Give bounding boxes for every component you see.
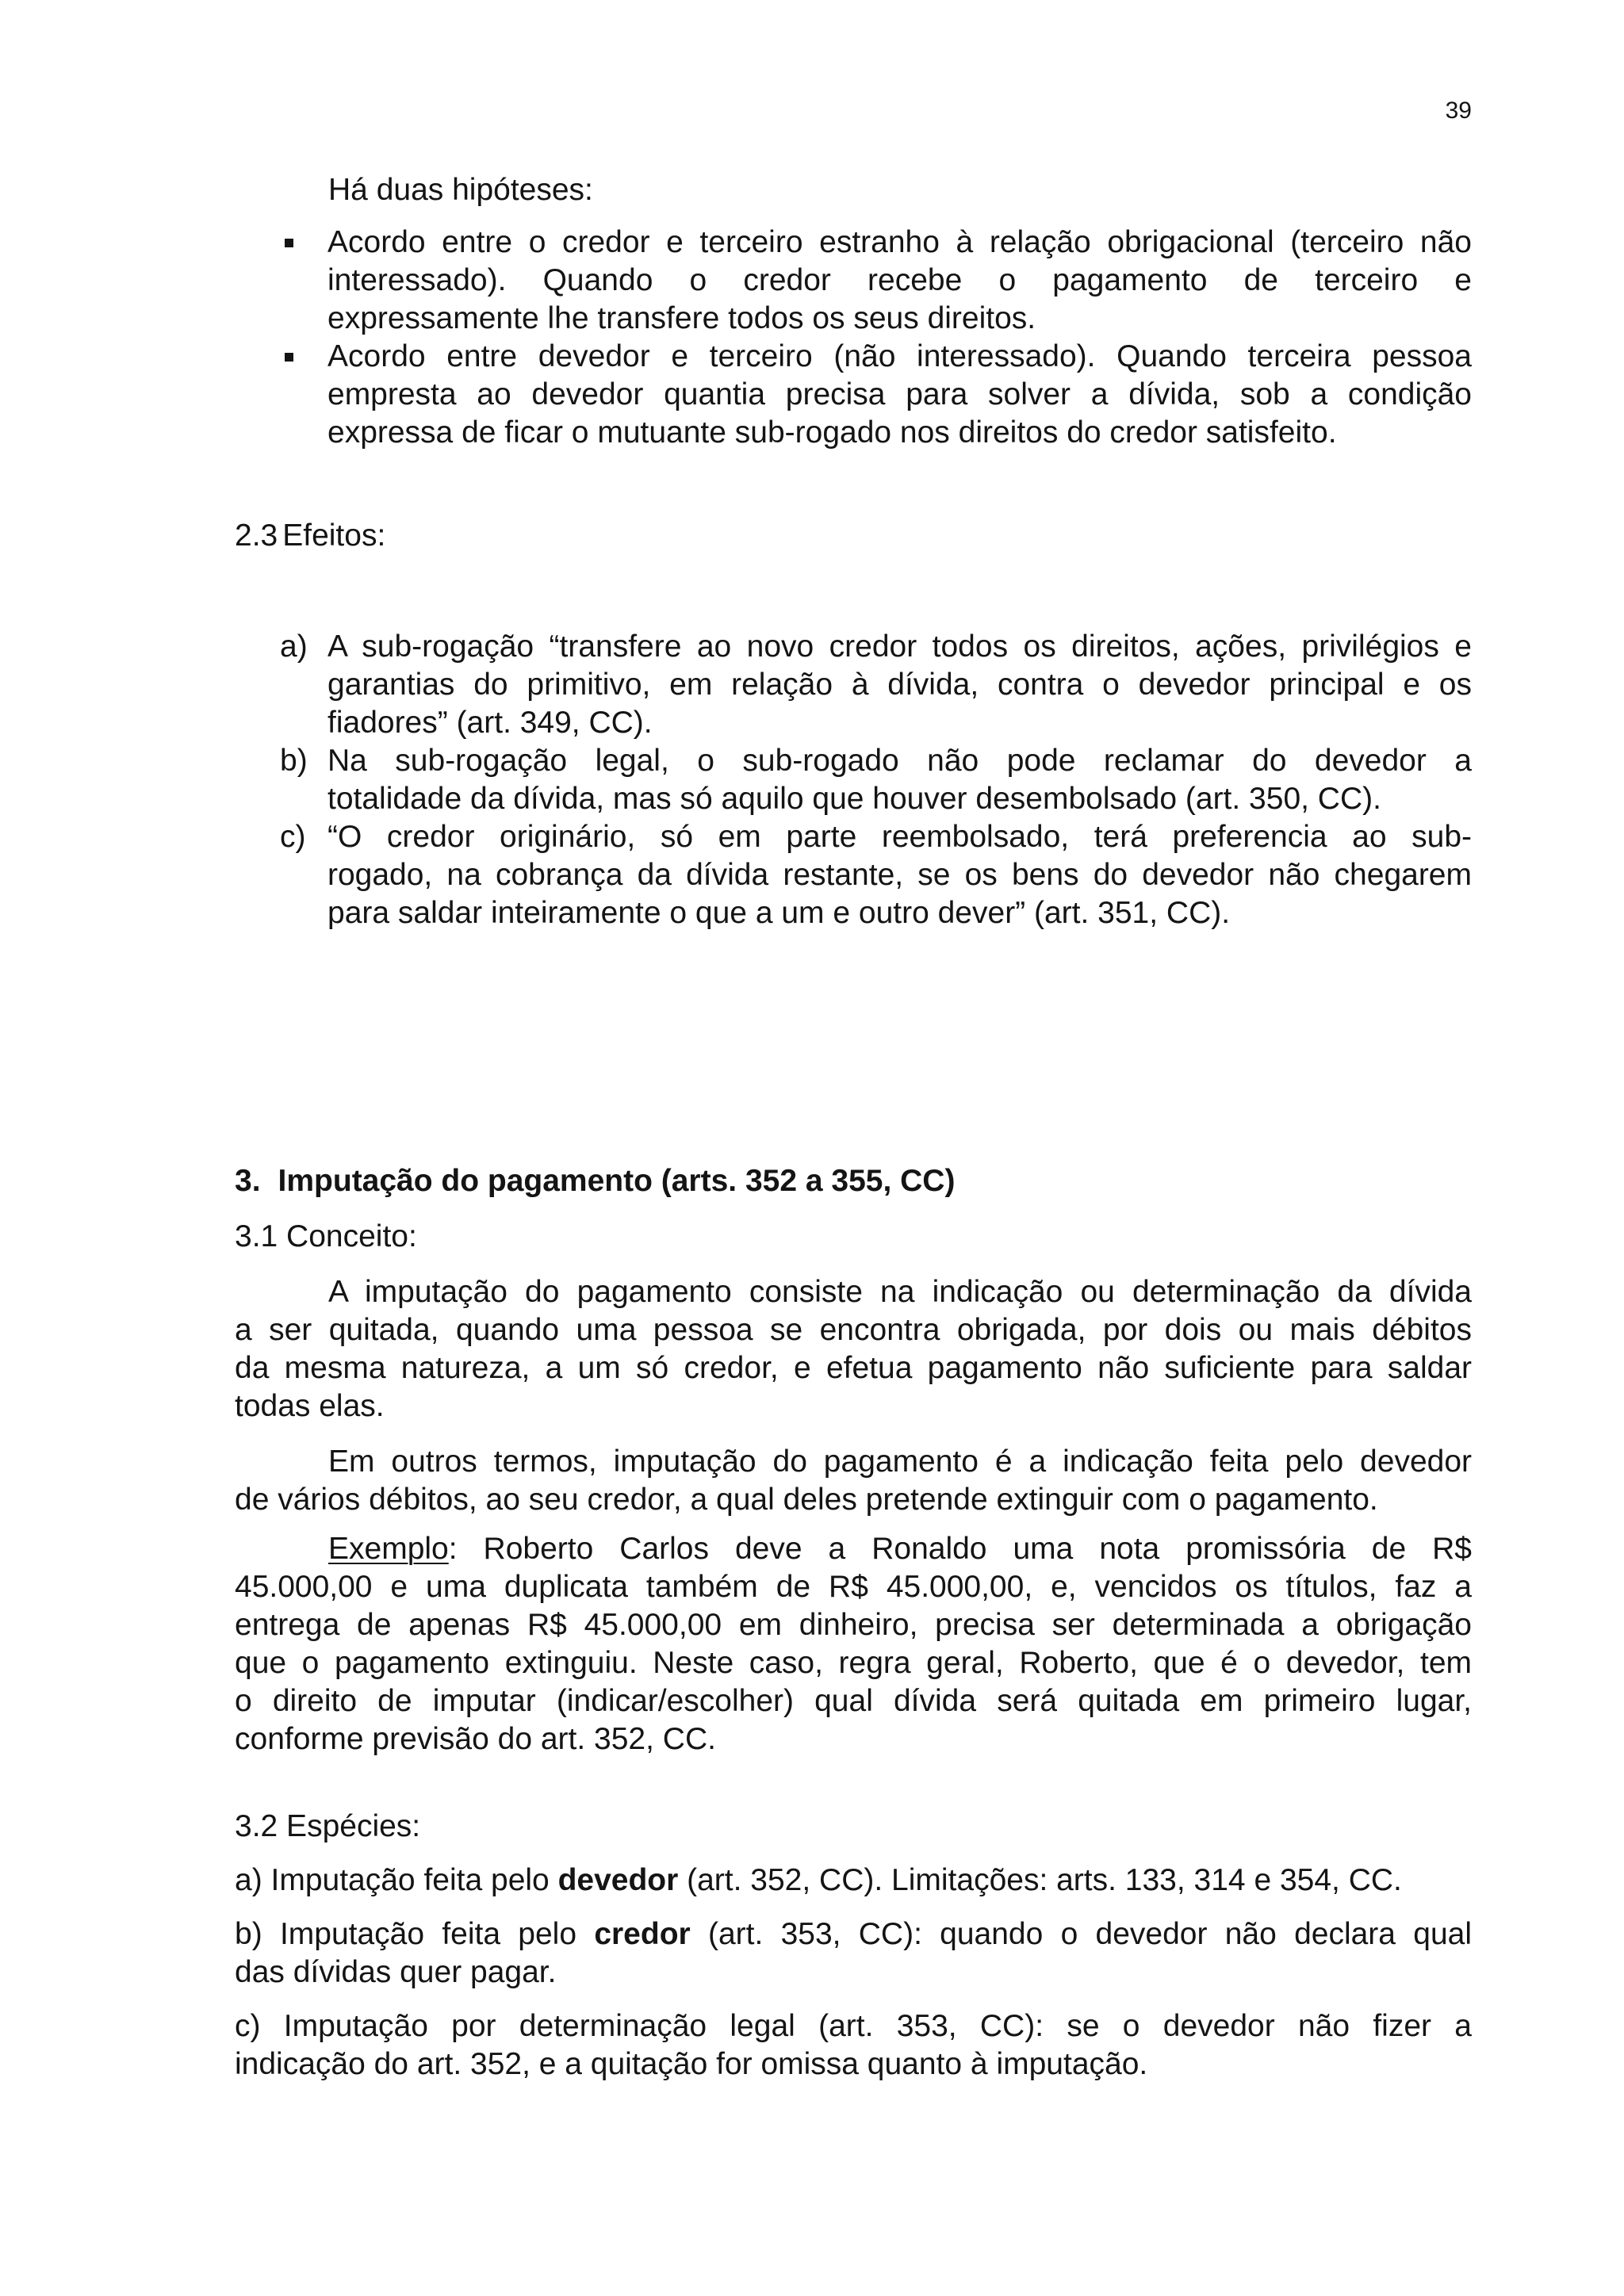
page-number: 39 — [1445, 98, 1472, 124]
paragraph-line — [235, 1862, 1472, 1900]
section-3-heading — [235, 1162, 955, 1200]
list-item — [280, 224, 1472, 338]
section-2-3-heading — [235, 517, 385, 555]
paragraph-line: conforme previsão do art. 352, CC. — [235, 1722, 716, 1756]
section-3-2-heading: 3.2 Espécies: — [235, 1809, 421, 1843]
especie-text: b) Imputação feita pelo — [235, 1917, 595, 1951]
bullet-icon — [285, 239, 293, 247]
paragraph-line: de vários débitos, ao seu credor, a qual deles pretende extinguir com o pagamento. — [235, 1483, 1378, 1517]
paragraph-conceito-1 — [235, 1273, 1472, 1425]
effect-a-line-2: garantias do primitivo, em relação à dívida, contra o devedor principal e os — [327, 668, 1472, 702]
list-marker: b) — [280, 744, 308, 778]
bullet-1-line-2: interessado). Quando o credor recebe o pagamento de terceiro e — [327, 263, 1472, 297]
section-number: 2.3 — [235, 519, 278, 553]
especie-b — [235, 1915, 1472, 1992]
exemplo-label: Exemplo — [328, 1532, 449, 1566]
section-title: Efeitos: — [282, 519, 386, 553]
bullet-2-line-1: Acordo entre devedor e terceiro (não interessado). Quando terceira pessoa — [327, 339, 1472, 373]
paragraph-conceito-2 — [235, 1443, 1472, 1519]
paragraph-line: o direito de imputar (indicar/escolher) qual dívida será quitada em primeiro lugar, — [235, 1684, 1472, 1718]
especie-text: (art. 352, CC). Limitações: arts. 133, 314 e 354, CC. — [678, 1863, 1402, 1897]
especie-bold: credor — [594, 1917, 691, 1951]
effect-c-line-2: rogado, na cobrança da dívida restante, se os bens do devedor não chegarem — [327, 858, 1472, 892]
paragraph-line: entrega de apenas R$ 45.000,00 em dinheiro, precisa ser determinada a obrigação — [235, 1608, 1472, 1642]
effect-b-line-1: Na sub-rogação legal, o sub-rogado não pode reclamar do devedor a — [327, 744, 1472, 778]
effect-a-line-3: fiadores” (art. 349, CC). — [327, 706, 653, 740]
bullet-2-line-2: empresta ao devedor quantia precisa para solver a dívida, sob a condição — [327, 377, 1472, 411]
effect-c-line-3: para saldar inteiramente o que a um e outro dever” (art. 351, CC). — [327, 896, 1231, 930]
section-title: Imputação do pagamento (arts. 352 a 355, CC) — [278, 1164, 956, 1198]
paragraph-line: indicação do art. 352, e a quitação for omissa quanto à imputação. — [235, 2047, 1148, 2081]
paragraph-line: c) Imputação por determinação legal (art. 353, CC): se o devedor não fizer a — [235, 2009, 1472, 2043]
hypotheses-list — [280, 224, 1472, 452]
bullet-1-line-3: expressamente lhe transfere todos os seus direitos. — [327, 301, 1036, 335]
list-item — [280, 338, 1472, 452]
bullet-1-line-1: Acordo entre o credor e terceiro estranho à relação obrigacional (terceiro não — [327, 225, 1472, 259]
paragraph-line — [235, 1530, 1472, 1568]
list-item — [280, 628, 1472, 742]
bullet-icon — [285, 353, 293, 362]
especie-a — [235, 1862, 1472, 1900]
paragraph-line: A imputação do pagamento consiste na indicação ou determinação da dívida — [328, 1275, 1472, 1309]
paragraph-line: a ser quitada, quando uma pessoa se encontra obrigada, por dois ou mais débitos — [235, 1313, 1472, 1347]
effect-b-line-2: totalidade da dívida, mas só aquilo que houver desembolsado (art. 350, CC). — [327, 782, 1381, 816]
bullet-2-line-3: expressa de ficar o mutuante sub-rogado nos direitos do credor satisfeito. — [327, 415, 1337, 450]
list-marker: c) — [280, 820, 306, 854]
paragraph-line: das dívidas quer pagar. — [235, 1955, 557, 1989]
effect-c-line-1: “O credor originário, só em parte reembolsado, terá preferencia ao sub- — [327, 820, 1472, 854]
list-item — [280, 742, 1472, 818]
list-marker: a) — [280, 629, 308, 664]
paragraph-line: da mesma natureza, a um só credor, e efetua pagamento não suficiente para saldar — [235, 1351, 1472, 1385]
especie-text: (art. 353, CC): quando o devedor não declara qual — [690, 1917, 1472, 1951]
especie-c — [235, 2007, 1472, 2084]
paragraph-line: todas elas. — [235, 1389, 385, 1423]
list-item — [280, 818, 1472, 932]
paragraph-line: que o pagamento extinguiu. Neste caso, regra geral, Roberto, que é o devedor, tem — [235, 1646, 1472, 1680]
intro-text: Há duas hipóteses: — [328, 173, 593, 207]
paragraph-line: Em outros termos, imputação do pagamento é a indicação feita pelo devedor — [328, 1445, 1472, 1479]
effect-a-line-1: A sub-rogação “transfere ao novo credor todos os direitos, ações, privilégios e — [327, 629, 1472, 664]
paragraph-exemplo — [235, 1530, 1472, 1758]
effects-list — [280, 628, 1472, 932]
especie-bold: devedor — [557, 1863, 679, 1897]
section-3-1-heading: 3.1 Conceito: — [235, 1219, 417, 1253]
section-number: 3. — [235, 1164, 261, 1198]
paragraph-line: 45.000,00 e uma duplicata também de R$ 45.000,00, e, vencidos os títulos, faz a — [235, 1570, 1472, 1604]
paragraph-line — [235, 1915, 1472, 1954]
especie-text: a) Imputação feita pelo — [235, 1863, 558, 1897]
exemplo-text: : Roberto Carlos deve a Ronaldo uma nota promissória de R$ — [448, 1532, 1472, 1566]
